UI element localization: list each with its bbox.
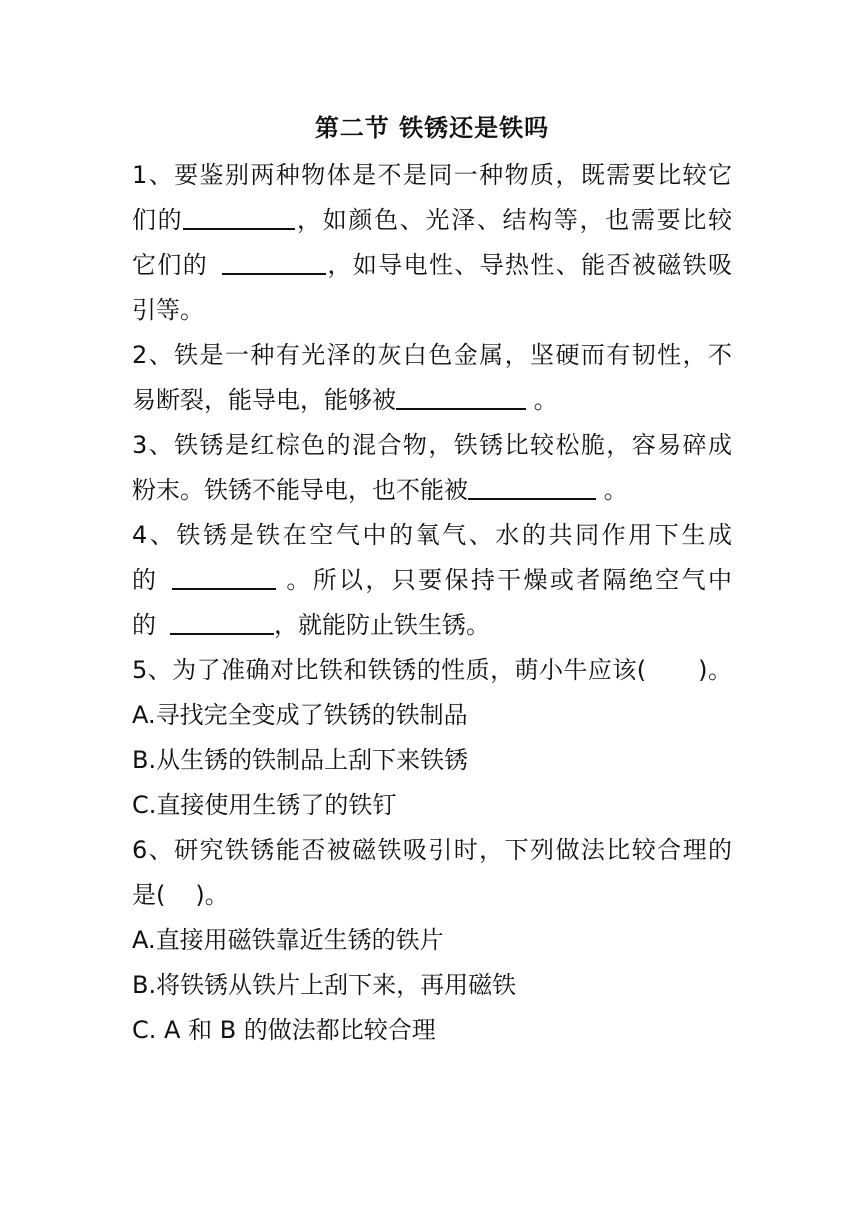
question-3-text: 。 (596, 476, 628, 504)
question-4-line-1: 4、铁锈是铁在空气中的氧气、水的共同作用下生成 (132, 521, 732, 549)
question-6-line-2 (132, 873, 732, 918)
answer-blank-4[interactable] (468, 468, 596, 500)
question-3-text: 粉末。铁锈不能导电，也不能被 (132, 476, 468, 504)
question-1-line-3 (132, 243, 732, 288)
question-1-line-4: 引等。 (132, 296, 204, 324)
answer-blank-5[interactable] (172, 558, 276, 590)
section-title: 第二节 铁锈还是铁吗 (314, 114, 550, 142)
question-3-line-1: 3、铁锈是红棕色的混合物，铁锈比较松脆，容易碎成 (132, 431, 732, 459)
question-3-line-2 (132, 468, 732, 513)
question-5-option-c: C.直接使用生锈了的铁钉 (132, 791, 397, 819)
question-6-line-1: 6、研究铁锈能否被磁铁吸引时，下列做法比较合理的 (132, 836, 732, 864)
question-4-line-3 (132, 603, 732, 648)
question-6-text: )。 (195, 881, 229, 909)
question-1-text: 们的 (132, 206, 184, 234)
question-4-line-2 (132, 558, 732, 603)
question-6-option-a: A.直接用磁铁靠近生锈的铁片 (132, 926, 444, 954)
question-4-text: 的 (132, 611, 156, 639)
question-6-option-c: C. A 和 B 的做法都比较合理 (132, 1016, 436, 1044)
question-1-text: ，如导电性、导热性、能否被磁铁吸 (326, 251, 732, 279)
question-5-option-a: A.寻找完全变成了铁锈的铁制品 (132, 701, 468, 729)
question-1-line-1: 1、要鉴别两种物体是不是同一种物质，既需要比较它 (132, 161, 732, 189)
question-1-line-2 (132, 198, 732, 243)
question-5-stem (132, 648, 732, 693)
answer-blank-1[interactable] (183, 198, 295, 230)
question-2-text: 易断裂，能导电，能够被 (132, 386, 396, 414)
answer-blank-2[interactable] (222, 243, 326, 275)
question-6-option-b: B.将铁锈从铁片上刮下来，再用磁铁 (132, 971, 517, 999)
question-4-text: ，就能防止铁生锈。 (274, 611, 490, 639)
question-2-line-2 (132, 378, 732, 423)
question-5-option-b: B.从生锈的铁制品上刮下来铁锈 (132, 746, 469, 774)
question-4-text: 。所以，只要保持干燥或者隔绝空气中 (276, 566, 732, 594)
question-4-text: 的 (132, 566, 159, 594)
question-6-text: 是( (132, 881, 166, 909)
question-1-text: 它们的 (132, 251, 209, 279)
worksheet (132, 108, 732, 1053)
answer-blank-3[interactable] (396, 378, 526, 410)
question-2-line-1: 2、铁是一种有光泽的灰白色金属，坚硬而有韧性，不 (132, 341, 732, 369)
question-5-text: 5、为了准确对比铁和铁锈的性质，萌小牛应该( (132, 656, 647, 684)
question-5-text: )。 (698, 656, 732, 684)
question-2-text: 。 (526, 386, 558, 414)
question-1-text: ，如颜色、光泽、结构等，也需要比较 (295, 206, 732, 234)
answer-blank-6[interactable] (170, 603, 274, 635)
